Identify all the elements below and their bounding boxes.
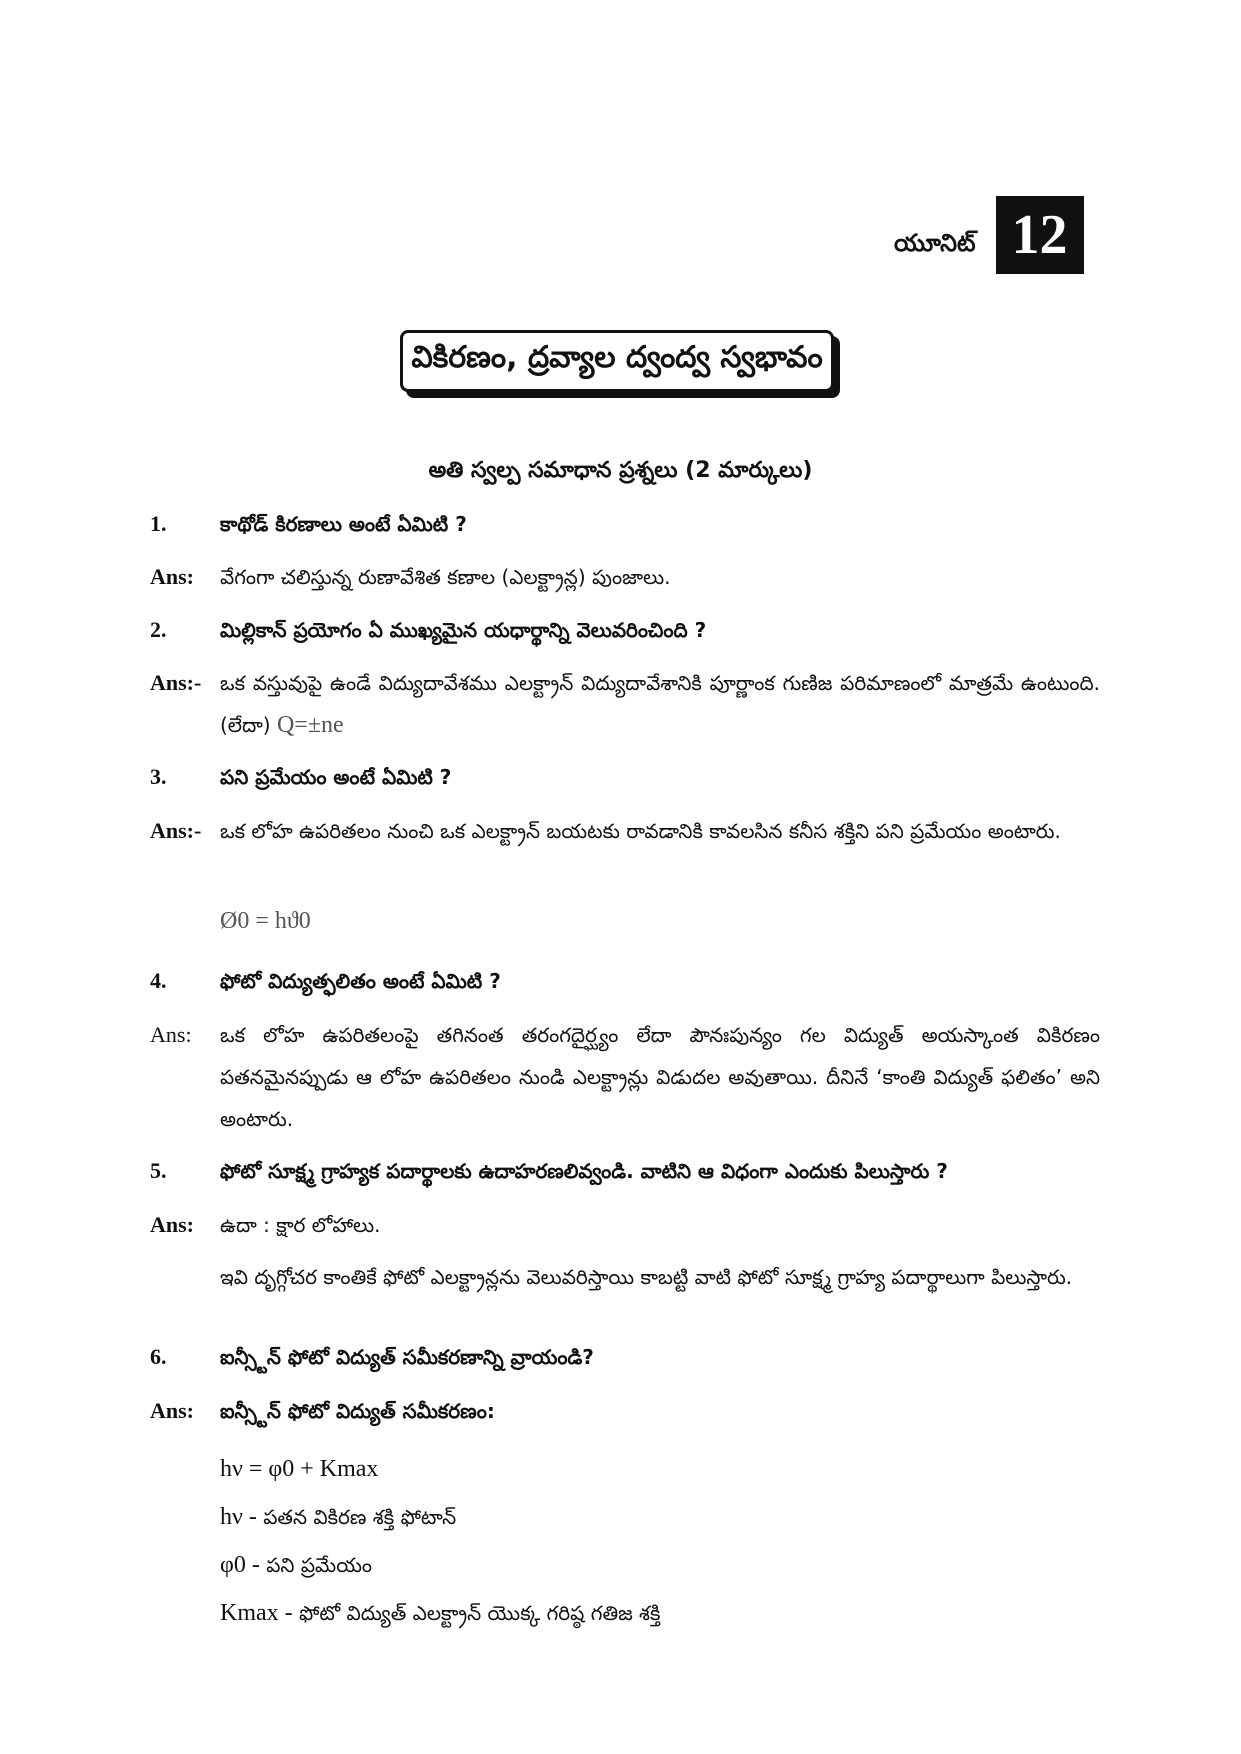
answer-text: ఒక లోహ ఉపరితలంపై తగినంత తరంగదైర్ఘ్యం లేదా పౌనఃపున్యం గల విద్యుత్ అయస్కాంత వికిరణం పతనమైనప్పుడు ఆ లోహ ఉపరితలం నుండి ఎలక్ట్రాన్లు విడుదల అవుతాయి. దీనినే ‘కాంతి విద్యుత్ ఫలితం’ అని అంటారు. <box>220 1023 1100 1131</box>
term-symbol: Kmax - <box>220 1600 293 1626</box>
chapter-title: వికిరణం, ద్రవ్యాల ద్వంద్వ స్వభావం <box>400 330 834 392</box>
section-heading: అతి స్వల్ప సమాధాన ప్రశ్నలు (2 మార్కులు) <box>428 458 813 483</box>
question-5 <box>150 1150 1100 1192</box>
unit-label: యూనిట్ <box>894 229 976 257</box>
term-meaning: ఫోటో విద్యుత్ ఎలక్ట్రాన్ యొక్క గరిష్ఠ గతిజ శక్తి <box>299 1601 661 1625</box>
answer-text: ఉదా : క్షార లోహాలు. <box>220 1213 381 1237</box>
answer-label: Ans: <box>150 564 195 589</box>
term-meaning: పని ప్రమేయం <box>266 1553 373 1577</box>
question-text: ఐన్స్టీన్ ఫోటో విద్యుత్ సమీకరణాన్ని వ్రాయండి? <box>220 1345 594 1369</box>
answer-text: ఒక లోహ ఉపరితలం నుంచి ఒక ఎలక్ట్రాన్ బయటకు రావడానికి కావలసిన కనీస శక్తిని పని ప్రమేయం అంటారు. <box>220 819 1061 843</box>
question-text: కాథోడ్ కిరణాలు అంటే ఏమిటి ? <box>220 512 467 536</box>
question-1 <box>150 503 1100 545</box>
term-symbol: hν - <box>220 1504 257 1530</box>
term-row <box>220 1544 1100 1586</box>
term-meaning: పతన వికిరణ శక్తి ఫోటాన్ <box>263 1505 457 1529</box>
unit-header <box>894 196 1084 274</box>
question-number: 3. <box>150 764 167 789</box>
question-3 <box>150 756 1100 798</box>
question-2 <box>150 609 1100 651</box>
answer-1 <box>150 556 1100 598</box>
answer-5 <box>150 1204 1100 1246</box>
term-symbol: φ0 - <box>220 1552 260 1578</box>
term-row <box>220 1592 1100 1634</box>
answer-2 <box>150 662 1100 746</box>
answer-text: ఐన్స్టీన్ ఫోటో విద్యుత్ సమీకరణం: <box>220 1399 495 1423</box>
answer-body: ఒక వస్తువుపై ఉండే విద్యుదావేశము ఎలక్ట్రాన్ విద్యుదావేశానికి పూర్ణాంక గుణిజ పరిమాణంలో మాత్రమే ఉంటుంది. (లేదా) <box>220 671 1100 737</box>
question-text: మిల్లికాన్ ప్రయోగం ఏ ముఖ్యమైన యధార్థాన్ని వెలువరించింది ? <box>220 618 707 642</box>
question-text: ఫోటో విద్యుత్ఫలితం అంటే ఏమిటి ? <box>220 969 501 993</box>
answer-label: Ans: <box>150 1212 195 1237</box>
work-function-equation: Ø0 = hϑ0 <box>220 908 311 934</box>
question-number: 5. <box>150 1158 167 1183</box>
question-number: 2. <box>150 617 167 642</box>
answer-label: Ans: <box>150 1022 192 1047</box>
answer-text: ఇవి దృగ్గోచర కాంతికే ఫోటో ఎలక్ట్రాన్లను వెలువరిస్తాయి కాబట్టి వాటి ఫోటో సూక్ష్మ గ్రాహ్య పదార్థాలుగా పిలుస్తారు. <box>220 1265 1073 1289</box>
question-text: ఫోటో సూక్ష్మ గ్రాహ్యక పదార్థాలకు ఉదాహరణలివ్వండి. వాటిని ఆ విధంగా ఎందుకు పిలుస్తారు ? <box>220 1159 948 1183</box>
answer-5-explanation <box>150 1256 1100 1298</box>
question-number: 1. <box>150 511 167 536</box>
term-row <box>220 1496 1100 1538</box>
answer-text: వేగంగా చలిస్తున్న రుణావేశిత కణాల (ఎలక్ట్రాన్ల) పుంజాలు. <box>220 565 671 589</box>
charge-equation: Q=±ne <box>276 712 344 738</box>
question-number: 4. <box>150 968 167 993</box>
question-number: 6. <box>150 1344 167 1369</box>
einstein-equation: hν = φ0 + Kmax <box>220 1456 379 1482</box>
answer-label: Ans:- <box>150 818 202 843</box>
answer-label: Ans:- <box>150 670 202 695</box>
answer-4 <box>150 1014 1100 1140</box>
question-text: పని ప్రమేయం అంటే ఏమిటి ? <box>220 765 452 789</box>
answer-6 <box>150 1390 1100 1432</box>
unit-number: 12 <box>996 196 1084 274</box>
question-4 <box>150 960 1100 1002</box>
answer-text <box>220 662 1100 746</box>
question-6 <box>150 1336 1100 1378</box>
answer-label: Ans: <box>150 1398 195 1423</box>
answer-3 <box>150 810 1100 852</box>
